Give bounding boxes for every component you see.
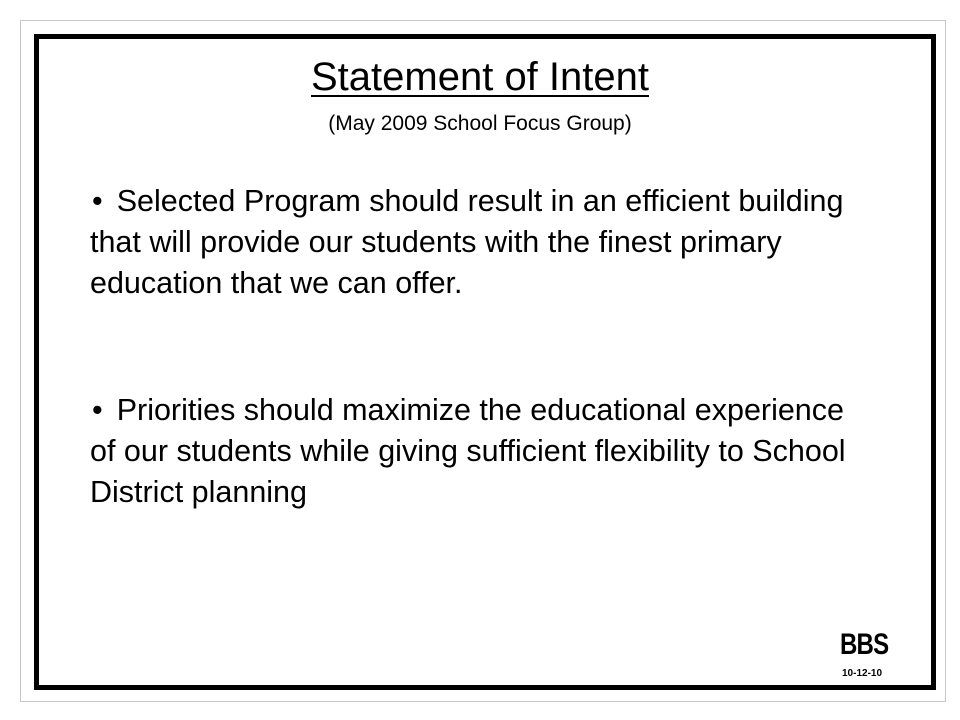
bbs-logo <box>840 630 890 682</box>
logo-mark: BBS <box>840 628 889 661</box>
bullet-marker: • <box>92 184 103 218</box>
slide-title <box>0 54 960 100</box>
bullet-text: Priorities should maximize the educational experience of our students while giving sufficient flexibility to School District planning <box>90 393 846 509</box>
bullet-text: Selected Program should result in an efficient building that will provide our students with the finest primary education that we can offer. <box>90 184 844 300</box>
slide-title-text: Statement of Intent <box>311 55 649 99</box>
bullet-item <box>90 181 850 304</box>
bullet-marker: • <box>92 393 103 427</box>
bullet-item <box>90 390 850 513</box>
slide-subtitle: (May 2009 School Focus Group) <box>328 112 632 135</box>
logo-date: 10-12-10 <box>842 668 883 679</box>
